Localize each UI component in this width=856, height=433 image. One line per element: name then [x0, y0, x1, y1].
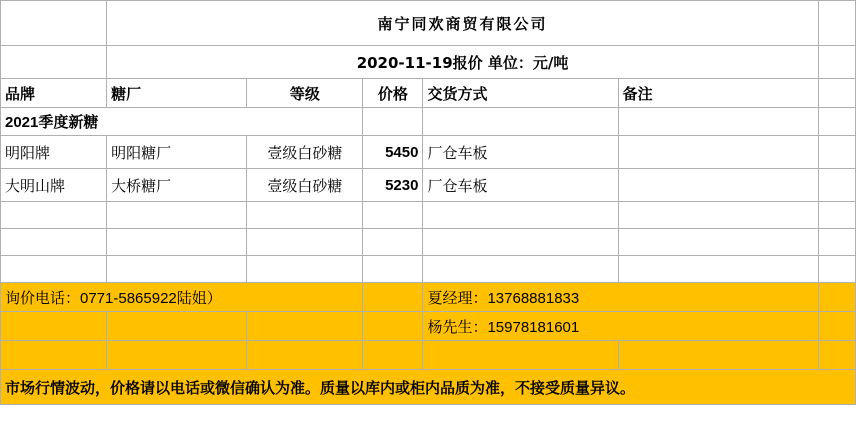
column-header-remark: 备注: [618, 79, 818, 108]
column-header-factory: 糖厂: [107, 79, 247, 108]
blank-cell: [247, 202, 363, 229]
season-label: 2021季度新糖: [1, 108, 363, 136]
season-cell-delivery: [423, 108, 618, 136]
blank-cell: [363, 229, 423, 256]
contact-spacer: [247, 341, 363, 370]
blank-cell: [618, 229, 818, 256]
table-row-subtitle: [1, 46, 856, 79]
blank-cell: [423, 229, 618, 256]
cell-extra: [818, 169, 855, 202]
contact-spacer: [423, 341, 618, 370]
contact-spacer: [363, 283, 423, 312]
table-row-blank: [1, 229, 856, 256]
blank-cell: [1, 256, 107, 283]
cell-brand: 明阳牌: [1, 136, 107, 169]
blank-cell: [363, 256, 423, 283]
table-row-title: [1, 1, 856, 46]
blank-cell: [618, 256, 818, 283]
contact-spacer-right: [818, 341, 855, 370]
table-row-blank: [1, 202, 856, 229]
contact-spacer: [1, 341, 107, 370]
season-cell-price: [363, 108, 423, 136]
cell-delivery: 厂仓车板: [423, 136, 618, 169]
contact-spacer: [363, 312, 423, 341]
blank-cell: [107, 229, 247, 256]
table-row-season: [1, 108, 856, 136]
blank-cell: [423, 202, 618, 229]
contact-spacer: [1, 312, 107, 341]
cell-grade: 壹级白砂糖: [247, 136, 363, 169]
contact-spacer: [247, 312, 363, 341]
table-row: [1, 136, 856, 169]
cell-remark: [618, 169, 818, 202]
column-header-delivery: 交货方式: [423, 79, 618, 108]
subtitle-spacer-left: [1, 46, 107, 79]
blank-cell: [818, 202, 855, 229]
blank-cell: [618, 202, 818, 229]
blank-cell: [363, 202, 423, 229]
table-row-contact: [1, 312, 856, 341]
contact-spacer: [618, 341, 818, 370]
cell-factory: 大桥糖厂: [107, 169, 247, 202]
table-row: [1, 169, 856, 202]
table-row-contact: [1, 283, 856, 312]
column-header-brand: 品牌: [1, 79, 107, 108]
cell-brand: 大明山牌: [1, 169, 107, 202]
season-cell-extra: [818, 108, 855, 136]
cell-factory: 明阳糖厂: [107, 136, 247, 169]
cell-delivery: 厂仓车板: [423, 169, 618, 202]
column-header-price: 价格: [363, 79, 423, 108]
season-cell-remark: [618, 108, 818, 136]
blank-cell: [107, 256, 247, 283]
contact-spacer-right: [818, 283, 855, 312]
cell-grade: 壹级白砂糖: [247, 169, 363, 202]
inquiry-phone: 询价电话：0771-5865922陆姐）: [1, 283, 363, 312]
title-spacer-left: [1, 1, 107, 46]
cell-price: 5230: [363, 169, 423, 202]
blank-cell: [818, 256, 855, 283]
cell-price: 5450: [363, 136, 423, 169]
blank-cell: [247, 256, 363, 283]
column-header-extra: [818, 79, 855, 108]
blank-cell: [247, 229, 363, 256]
column-header-grade: 等级: [247, 79, 363, 108]
contact-spacer: [107, 341, 247, 370]
quotation-subtitle: 2020-11-19报价 单位：元/吨: [107, 46, 819, 79]
cell-remark: [618, 136, 818, 169]
contact-spacer: [107, 312, 247, 341]
company-title: 南宁同欢商贸有限公司: [107, 1, 819, 46]
blank-cell: [818, 229, 855, 256]
subtitle-spacer-right: [818, 46, 855, 79]
table-row-blank: [1, 256, 856, 283]
blank-cell: [423, 256, 618, 283]
cell-extra: [818, 136, 855, 169]
table-row-contact-blank: [1, 341, 856, 370]
title-spacer-right: [818, 1, 855, 46]
contact-spacer: [363, 341, 423, 370]
market-note: 市场行情波动，价格请以电话或微信确认为准。质量以库内或柜内品质为准，不接受质量异议。: [1, 370, 856, 405]
blank-cell: [1, 202, 107, 229]
table-row-note: [1, 370, 856, 405]
contact-line-2: 杨先生：15978181601: [423, 312, 818, 341]
table-header-row: [1, 79, 856, 108]
blank-cell: [107, 202, 247, 229]
contact-spacer-right: [818, 312, 855, 341]
contact-line-1: 夏经理：13768881833: [423, 283, 818, 312]
blank-cell: [1, 229, 107, 256]
